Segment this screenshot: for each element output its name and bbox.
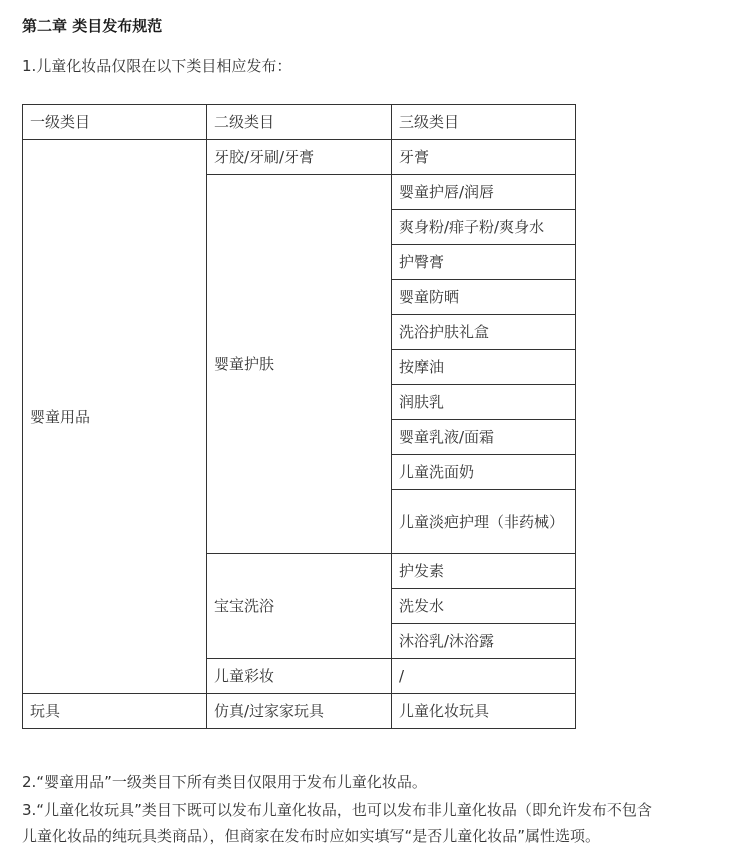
level3-cell: 护发素 [392,554,576,589]
level3-cell: 洗发水 [392,589,576,624]
level3-cell: 婴童防晒 [392,280,576,315]
header-level1: 一级类目 [23,105,207,140]
level3-cell: / [392,659,576,694]
note-paragraph-3-line1: 3.“儿童化妆玩具”类目下既可以发布儿童化妆品，也可以发布非儿童化妆品（即允许发布不包含 [22,801,652,819]
table-header-row [23,105,576,140]
note-paragraph-3-line2: 儿童化妆品的纯玩具类商品），但商家在发布时应如实填写“是否儿童化妆品”属性选项。 [22,827,601,845]
header-level3: 三级类目 [392,105,576,140]
note-paragraph-2: 2.“婴童用品”一级类目下所有类目仅限用于发布儿童化妆品。 [22,773,427,791]
table-row [23,694,576,729]
level2-baby-bath: 宝宝洗浴 [207,554,392,659]
level3-cell: 润肤乳 [392,385,576,420]
table-row [23,140,576,175]
category-table [22,104,576,729]
intro-paragraph: 1.儿童化妆品仅限在以下类目相应发布： [22,57,292,75]
level3-cell: 爽身粉/痱子粉/爽身水 [392,210,576,245]
level3-cell: 按摩油 [392,350,576,385]
level3-cell: 沐浴乳/沐浴露 [392,624,576,659]
level3-cell: 护臀膏 [392,245,576,280]
level2-pretend-play: 仿真/过家家玩具 [207,694,392,729]
level2-baby-skincare: 婴童护肤 [207,175,392,554]
level3-cell: 儿童淡疤护理（非药械） [392,490,576,554]
level3-cell: 婴童乳液/面霜 [392,420,576,455]
level2-toothpaste: 牙胶/牙刷/牙膏 [207,140,392,175]
level3-cell: 儿童化妆玩具 [392,694,576,729]
level2-kids-makeup: 儿童彩妆 [207,659,392,694]
level3-cell: 牙膏 [392,140,576,175]
level1-toys: 玩具 [23,694,207,729]
level3-cell: 儿童洗面奶 [392,455,576,490]
header-level2: 二级类目 [207,105,392,140]
level1-baby-products: 婴童用品 [23,140,207,694]
chapter-title: 第二章 类目发布规范 [22,17,163,35]
level3-cell: 洗浴护肤礼盒 [392,315,576,350]
level3-cell: 婴童护唇/润唇 [392,175,576,210]
